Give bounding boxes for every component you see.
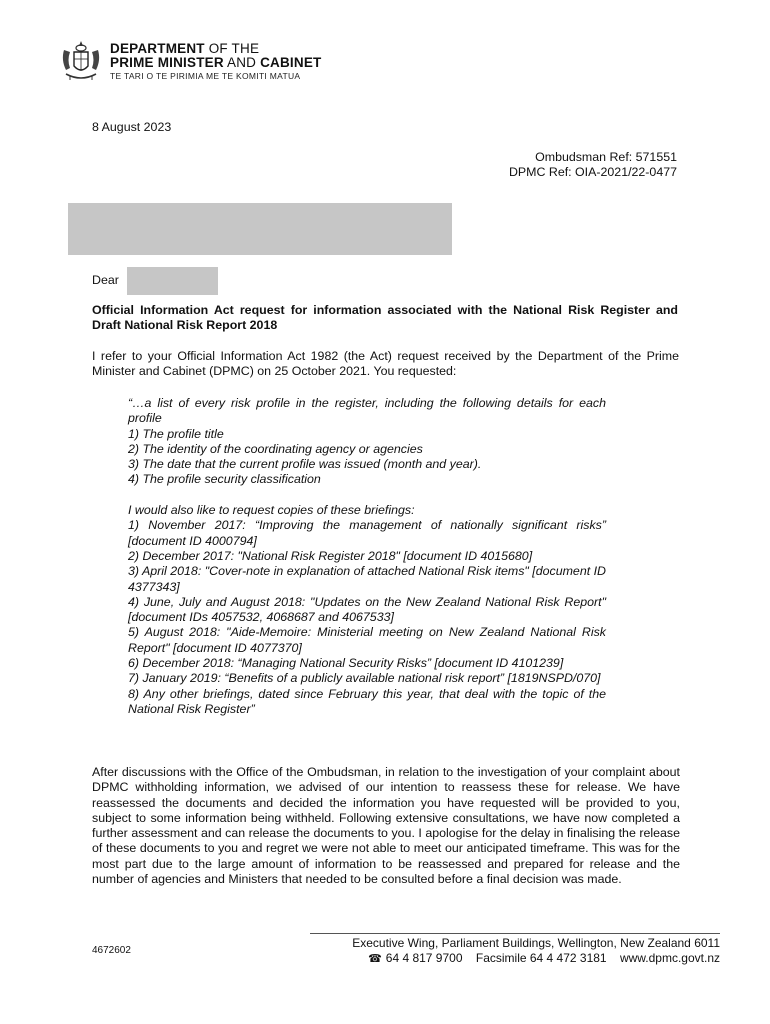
body-paragraph: After discussions with the Office of the Ombudsman, in relation to the investigation of your complaint about DPMC withholding information, we advised of our intention to reassess these for release. We have reassessed the documents and decided the information you have requested will be provided to you, subject to some information being withheld. Following extensive consultations, we have now completed a further assessment and can release the documents to you. I apologise for the delay in finalising the release of these documents to you and regret we were not able to meet our anticipated timeframe. This was for the most part due to the large amount of information to be reassessed and prepared for release and the number of agencies and Ministers that needed to be consulted before a final decision was made. bbox=[92, 765, 680, 887]
redacted-name bbox=[127, 267, 218, 295]
quote-line: 5) August 2018: "Aide-Memoire: Ministerial meeting on New Zealand National Risk Report" [document ID 4077370] bbox=[128, 625, 606, 655]
phone-icon: ☎ bbox=[368, 953, 382, 965]
quote-line: 4) The profile security classification bbox=[128, 472, 321, 487]
quote-line: 6) December 2018: “Managing National Security Risks” [document ID 4101239] bbox=[128, 656, 564, 671]
quote-line: I would also like to request copies of these briefings: bbox=[128, 503, 415, 518]
footer-divider bbox=[310, 933, 720, 934]
salutation: Dear bbox=[92, 273, 119, 287]
ombudsman-ref: Ombudsman Ref: 571551 bbox=[535, 150, 677, 164]
quote-line: 1) The profile title bbox=[128, 426, 224, 441]
dept-name-line-2: PRIME MINISTER AND CABINET bbox=[110, 55, 322, 70]
letter-date: 8 August 2023 bbox=[92, 120, 172, 134]
footer-website[interactable]: www.dpmc.govt.nz bbox=[619, 951, 720, 965]
quote-line: 3) The date that the current profile was issued (month and year). bbox=[128, 457, 482, 472]
quote-gap bbox=[128, 488, 606, 503]
dept-maori-name: TE TARI O TE PIRIMIA ME TE KOMITI MATUA bbox=[110, 71, 301, 81]
quote-line: “…a list of every risk profile in the register, including the following details for each profile bbox=[128, 396, 606, 426]
quote-line: 2) The identity of the coordinating agency or agencies bbox=[128, 441, 423, 456]
dept-name-line-1: DEPARTMENT OF THE bbox=[110, 41, 260, 56]
footer-contact bbox=[300, 951, 720, 967]
dpmc-ref: DPMC Ref: OIA-2021/22-0477 bbox=[508, 165, 677, 180]
quote-line: 4) June, July and August 2018: "Updates on the New Zealand National Risk Report" [document IDs 4057532, 4068687 and 4067533] bbox=[128, 594, 606, 625]
intro-paragraph: I refer to your Official Information Act 1982 (the Act) request received by the Department of the Prime Minister and Cabinet (DPMC) on 25 October 2021. You requested: bbox=[92, 349, 679, 379]
request-quote bbox=[128, 396, 606, 717]
quote-line: 3) April 2018: "Cover-note in explanation of attached National Risk items" [document ID 4377343] bbox=[128, 564, 606, 594]
footer-address: Executive Wing, Parliament Buildings, Wellington, New Zealand 6011 bbox=[352, 936, 720, 950]
letter-subject: Official Information Act request for information associated with the National Risk Register and Draft National Risk Report 2018 bbox=[92, 303, 678, 333]
document-number: 4672602 bbox=[92, 945, 131, 956]
quote-line: 8) Any other briefings, dated since February this year, that deal with the topic of the National Risk Register” bbox=[128, 686, 606, 716]
quote-line: 2) December 2017: "National Risk Register 2018" [document ID 4015680] bbox=[128, 548, 533, 563]
footer-fax: Facsimile 64 4 472 3181 bbox=[475, 951, 607, 965]
reference-block bbox=[377, 150, 677, 181]
footer-phone: 64 4 817 9700 bbox=[385, 951, 463, 965]
quote-line: 1) November 2017: “Improving the management of nationally significant risks” [document ID 4000794] bbox=[128, 518, 606, 548]
quote-line: 7) January 2019: “Benefits of a publicly available national risk report” [1819NSPD/070] bbox=[128, 671, 601, 686]
coat-of-arms-logo bbox=[58, 38, 104, 84]
redacted-address bbox=[68, 203, 452, 255]
